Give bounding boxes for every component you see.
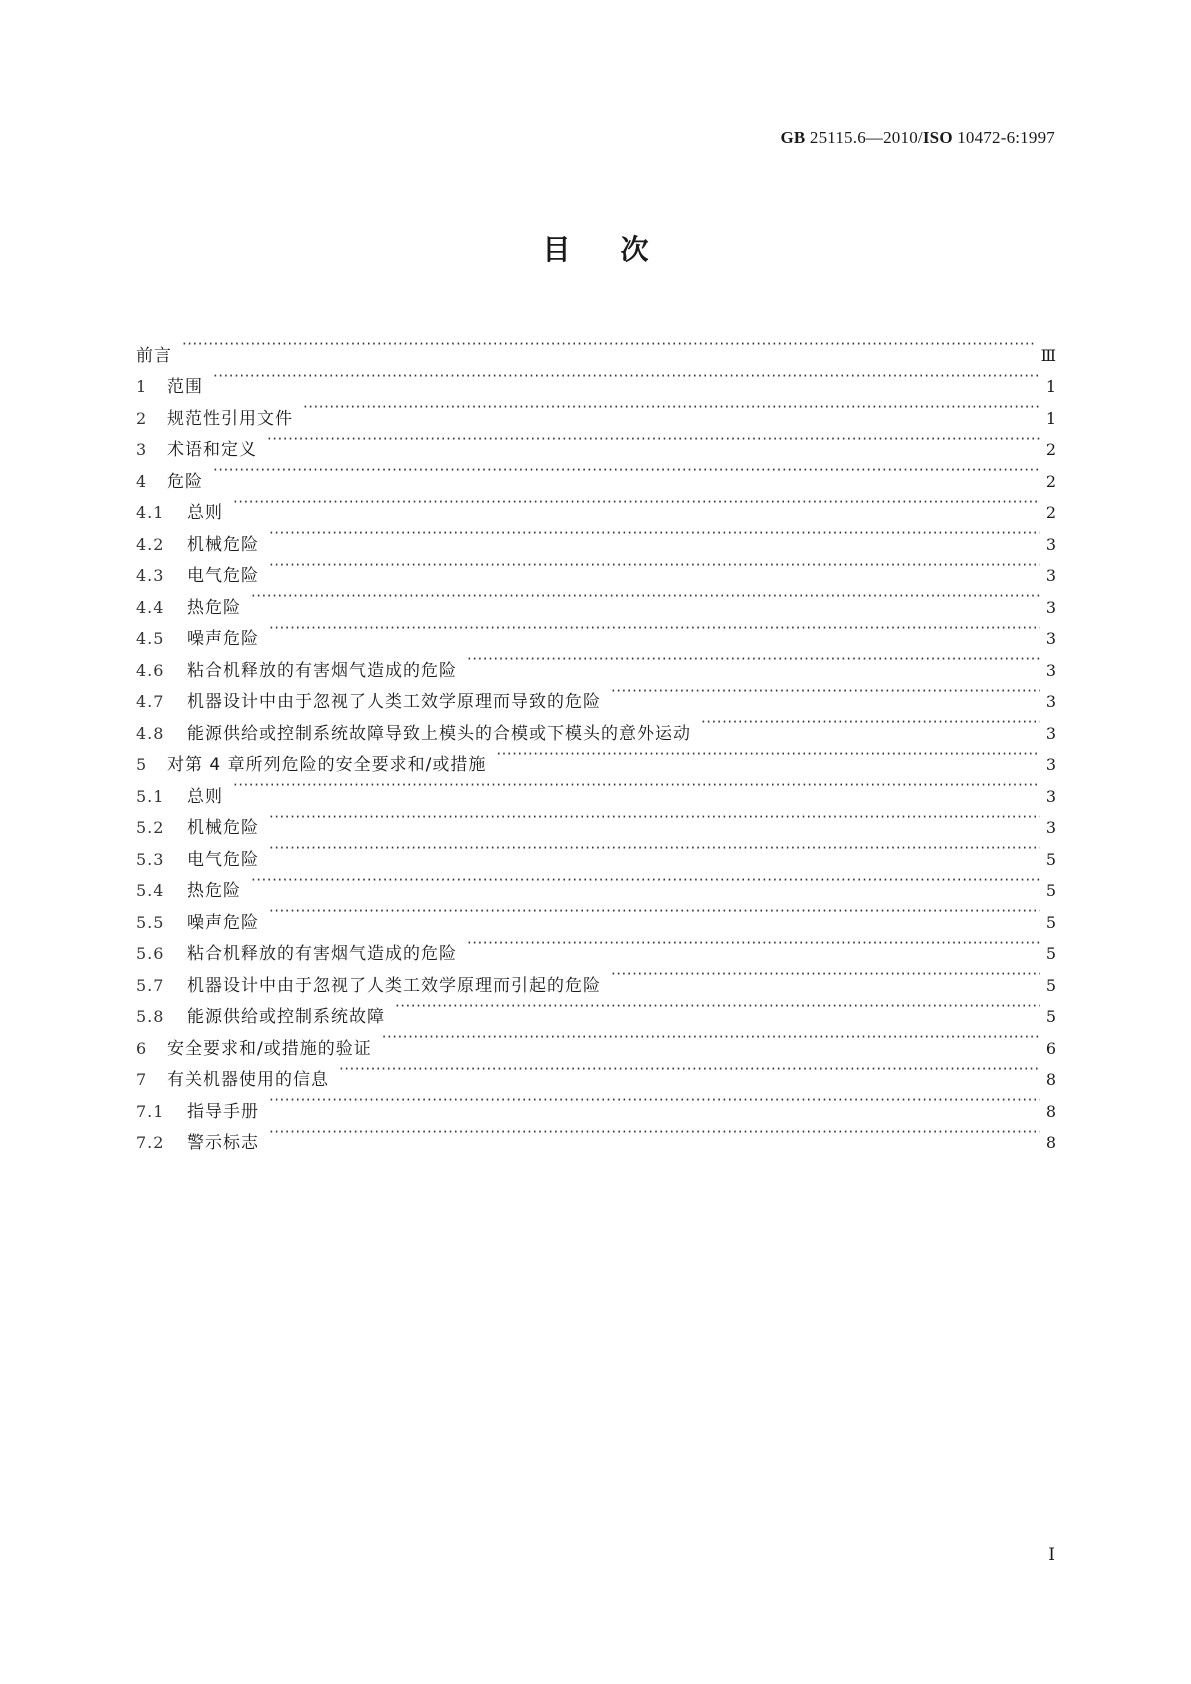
toc-entry-number: 7 — [136, 1070, 148, 1089]
standard-number: 25115.6—2010/ — [809, 128, 923, 147]
toc-entry-page: 3 — [1045, 660, 1056, 680]
dot-leader — [382, 1022, 1040, 1054]
toc-entry[interactable] — [136, 802, 1056, 838]
toc-entry-title: 热危险 — [187, 597, 241, 618]
toc-entry[interactable] — [136, 361, 1056, 397]
toc-entry-number: 4.1 — [136, 503, 165, 522]
toc-entry-number: 7.2 — [136, 1133, 165, 1152]
toc-entry-page: 5 — [1045, 849, 1056, 869]
toc-entry-title: 总则 — [187, 503, 223, 523]
dot-leader — [467, 928, 1040, 960]
dot-leader — [395, 991, 1040, 1023]
toc-entry[interactable] — [136, 770, 1056, 807]
page-title: 目次 — [542, 233, 699, 266]
page-number: I — [1048, 1545, 1055, 1565]
dot-leader — [269, 833, 1040, 865]
toc-entry-title: 机器设计中由于忽视了人类工效学原理而导致的危险 — [187, 692, 601, 712]
toc-entry-title: 对第 4 章所列危险的安全要求和/或措施 — [167, 755, 487, 775]
toc-entry-title: 机械危险 — [187, 534, 259, 555]
toc-entry[interactable] — [136, 644, 1056, 681]
toc-entry-number: 5 — [136, 755, 148, 774]
toc-entry-title: 能源供给或控制系统故障导致上模头的合模或下模头的意外运动 — [187, 723, 691, 744]
toc-entry-page: Ⅲ — [1040, 345, 1056, 365]
toc-entry-title: 电气危险 — [187, 849, 259, 870]
toc-entry-number: 5.7 — [136, 975, 165, 995]
toc-entry[interactable] — [136, 928, 1056, 964]
toc-entry[interactable] — [136, 487, 1056, 523]
dot-leader — [303, 392, 1040, 424]
toc-entry-number: 4.2 — [136, 534, 165, 554]
dot-leader — [213, 361, 1040, 393]
toc-entry-page: 3 — [1045, 566, 1056, 585]
toc-entry-page: 3 — [1045, 692, 1056, 711]
toc-entry-number: 4.4 — [136, 597, 165, 617]
toc-entry-page: 2 — [1045, 503, 1056, 522]
dot-leader — [182, 329, 1035, 361]
toc-entry-page: 5 — [1045, 912, 1056, 932]
toc-entry-number: 4 — [136, 471, 148, 491]
toc-entry[interactable] — [136, 329, 1056, 366]
dot-leader — [269, 802, 1040, 834]
toc-entry-title: 危险 — [167, 471, 203, 492]
toc-entry-title: 噪声危险 — [187, 629, 259, 649]
toc-entry-title: 指导手册 — [187, 1101, 259, 1122]
toc-entry-title: 机械危险 — [187, 818, 259, 838]
toc-entry-number: 3 — [136, 440, 148, 459]
toc-entry-number: 1 — [136, 377, 148, 396]
toc-entry-title: 总则 — [187, 786, 223, 807]
dot-leader — [213, 455, 1040, 487]
toc-entry-title: 术语和定义 — [167, 440, 257, 460]
toc-entry-title: 规范性引用文件 — [167, 408, 293, 429]
toc-entry-number: 5.2 — [136, 818, 165, 837]
toc-entry-page: 5 — [1045, 881, 1056, 900]
toc-entry[interactable] — [136, 1085, 1056, 1122]
toc-entry[interactable] — [136, 1117, 1056, 1153]
toc-entry[interactable] — [136, 581, 1056, 618]
toc-entry-page: 8 — [1045, 1101, 1056, 1121]
standard-number-header — [780, 128, 1055, 148]
dot-leader — [233, 487, 1040, 519]
toc-entry-title: 有关机器使用的信息 — [167, 1070, 329, 1090]
dot-leader — [269, 613, 1040, 645]
toc-entry-number: 7.1 — [136, 1101, 165, 1121]
toc-entry-page: 3 — [1045, 723, 1056, 743]
toc-entry[interactable] — [136, 518, 1056, 555]
toc-entry-page: 3 — [1045, 597, 1056, 617]
toc-entry-number: 5.4 — [136, 881, 165, 900]
toc-entry-page: 3 — [1045, 629, 1056, 648]
toc-entry[interactable] — [136, 392, 1056, 429]
toc-entry-page: 3 — [1045, 818, 1056, 837]
toc-entry[interactable] — [136, 424, 1056, 460]
toc-entry-title: 粘合机释放的有害烟气造成的危险 — [187, 944, 457, 964]
toc-entry-number: 5.1 — [136, 786, 165, 806]
toc-entry-title: 噪声危险 — [187, 912, 259, 933]
toc-entry-page: 1 — [1045, 377, 1056, 396]
toc-entry-page: 3 — [1045, 534, 1056, 554]
toc-entry-title: 警示标志 — [187, 1133, 259, 1153]
dot-leader — [269, 1117, 1040, 1149]
toc-entry-number: 5.6 — [136, 944, 165, 963]
toc-entry-number: 4.8 — [136, 723, 165, 743]
toc-entry-title: 前言 — [136, 345, 172, 366]
dot-leader — [269, 896, 1040, 928]
dot-leader — [269, 550, 1040, 582]
toc-entry-number: 5.5 — [136, 912, 165, 932]
dot-leader — [467, 644, 1040, 676]
toc-entry-number: 6 — [136, 1038, 148, 1058]
toc-entry[interactable] — [136, 896, 1056, 933]
dot-leader — [496, 739, 1039, 771]
toc-entry-page: 5 — [1045, 975, 1056, 995]
toc-entry-page: 2 — [1045, 471, 1056, 491]
toc-entry-number: 4.7 — [136, 692, 165, 711]
toc-entry[interactable] — [136, 455, 1056, 492]
dot-leader — [251, 581, 1040, 613]
dot-leader — [611, 676, 1040, 708]
toc-entry-number: 5.8 — [136, 1007, 165, 1026]
standard-prefix: GB — [780, 128, 806, 147]
toc-entry[interactable] — [136, 613, 1056, 649]
dot-leader — [339, 1054, 1040, 1086]
toc-entry-number: 4.3 — [136, 566, 165, 585]
toc-entry-page: 3 — [1045, 786, 1056, 806]
dot-leader — [267, 424, 1040, 456]
toc-entry-page: 3 — [1045, 755, 1056, 774]
toc-entry-page: 5 — [1045, 1007, 1056, 1026]
dot-leader — [701, 707, 1040, 739]
iso-number: 10472-6:1997 — [957, 128, 1055, 147]
dot-leader — [269, 518, 1040, 550]
toc-entry-page: 8 — [1045, 1133, 1056, 1152]
toc-entry[interactable] — [136, 833, 1056, 870]
iso-prefix: ISO — [922, 128, 953, 147]
toc-entry-number: 2 — [136, 408, 148, 428]
dot-leader — [233, 770, 1040, 802]
toc-entry-page: 6 — [1045, 1038, 1056, 1058]
toc-entry-title: 能源供给或控制系统故障 — [187, 1007, 385, 1027]
toc-entry-title: 机器设计中由于忽视了人类工效学原理而引起的危险 — [187, 975, 601, 996]
toc-entry[interactable] — [136, 865, 1056, 901]
toc-entry-number: 5.3 — [136, 849, 165, 869]
toc-entry-title: 粘合机释放的有害烟气造成的危险 — [187, 660, 457, 681]
toc-entry-title: 范围 — [167, 377, 203, 397]
toc-entry-page: 1 — [1045, 408, 1056, 428]
toc-entry-title: 电气危险 — [187, 566, 259, 586]
toc-entry-page: 5 — [1045, 944, 1056, 963]
dot-leader — [611, 959, 1040, 991]
toc-entry-page: 8 — [1045, 1070, 1056, 1089]
toc-entry-title: 安全要求和/或措施的验证 — [167, 1038, 372, 1059]
dot-leader — [269, 1085, 1040, 1117]
dot-leader — [251, 865, 1040, 897]
toc-entry-title: 热危险 — [187, 881, 241, 901]
toc-entry-number: 4.6 — [136, 660, 165, 680]
toc-entry[interactable] — [136, 550, 1056, 586]
table-of-contents — [136, 329, 1056, 1153]
toc-entry-page: 2 — [1045, 440, 1056, 459]
toc-entry-number: 4.5 — [136, 629, 165, 648]
